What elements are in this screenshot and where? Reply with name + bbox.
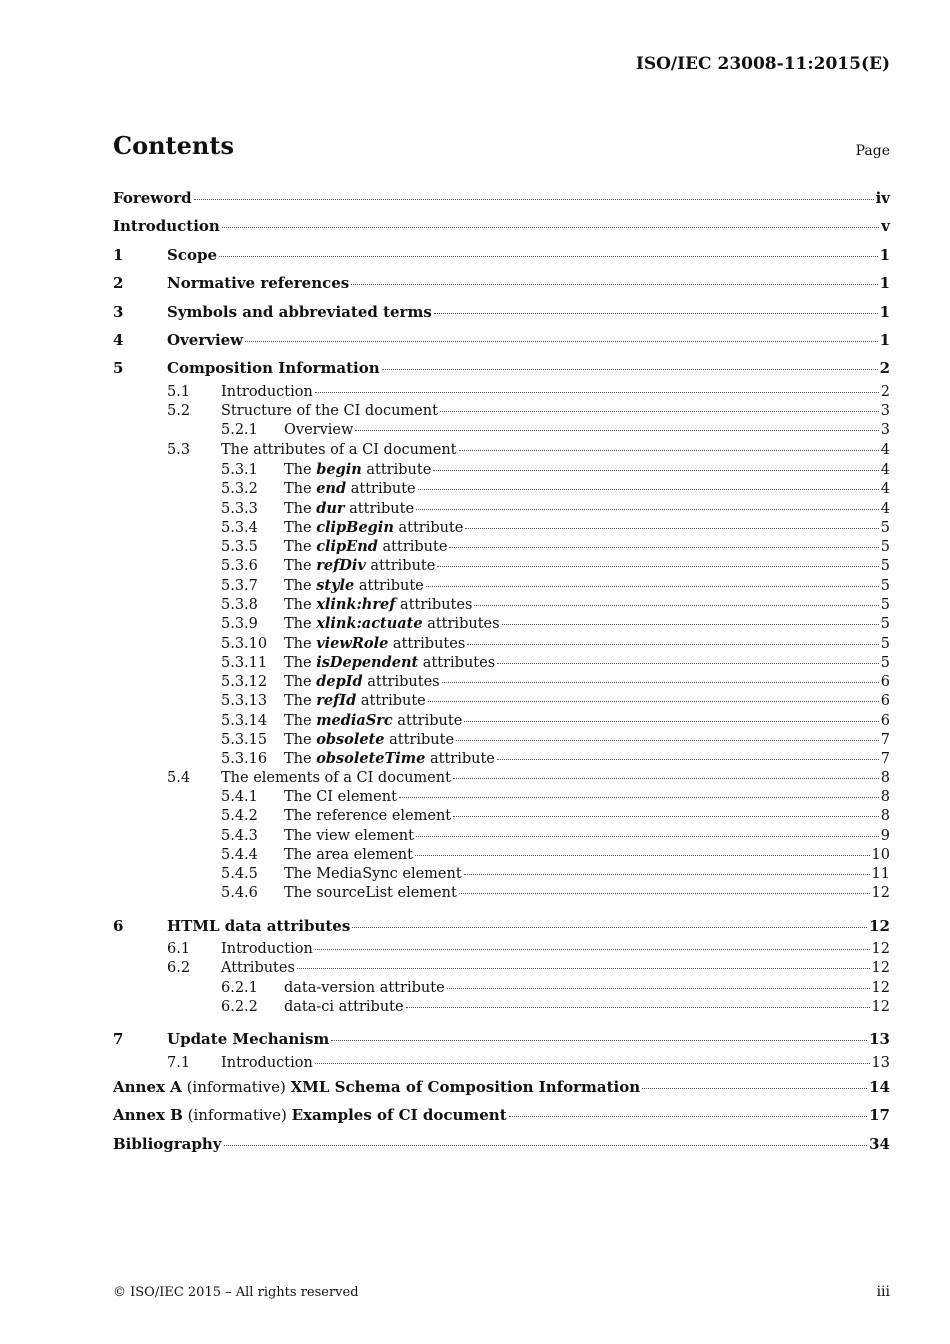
toc-entry-title: data-ci attribute bbox=[284, 999, 404, 1016]
toc-entry-number: 5.3.6 bbox=[221, 558, 258, 575]
toc-entry-attribute-name: style bbox=[316, 576, 355, 594]
toc-entry[interactable] bbox=[113, 998, 890, 1017]
toc-entry-title: Normative references bbox=[167, 274, 350, 293]
toc-entry-title: The elements of a CI document bbox=[221, 769, 451, 786]
toc-entry-page: 10 bbox=[871, 846, 890, 863]
toc-entry-page: 5 bbox=[880, 616, 890, 633]
toc-entry-number: 5.4.1 bbox=[221, 788, 258, 805]
toc-entry-title-suffix: attribute bbox=[393, 519, 464, 536]
toc-entry-title-suffix: attribute bbox=[346, 481, 416, 498]
toc-entry-page: 34 bbox=[869, 1134, 890, 1153]
toc-entry-title bbox=[284, 499, 414, 519]
toc-entry[interactable] bbox=[113, 537, 890, 556]
toc-entry-attribute-name: clipBegin bbox=[316, 518, 394, 536]
toc-entry-page: 12 bbox=[871, 979, 890, 996]
toc-entry-attribute-name: begin bbox=[316, 460, 362, 478]
toc-entry-title-prefix: The bbox=[284, 461, 317, 478]
toc-entry-number: 5.3.7 bbox=[221, 577, 258, 594]
dot-leader bbox=[433, 470, 878, 471]
dot-leader bbox=[415, 855, 870, 856]
toc-entry[interactable] bbox=[113, 979, 890, 998]
toc-entry-title: Foreword bbox=[113, 189, 192, 207]
toc-entry-title-prefix: The bbox=[284, 539, 317, 556]
toc-entry-title-prefix: The bbox=[284, 597, 317, 613]
toc-entry-title-prefix: The bbox=[284, 635, 317, 652]
toc-entry-page: 13 bbox=[871, 1054, 890, 1071]
toc-entry-title-suffix: attribute bbox=[361, 461, 432, 478]
toc-entry-title bbox=[284, 749, 495, 769]
toc-entry-page: 1 bbox=[879, 330, 890, 349]
toc-entry-page: iv bbox=[875, 189, 890, 207]
toc-entry[interactable] bbox=[113, 241, 890, 269]
toc-annex-title: XML Schema of Composition Information bbox=[290, 1078, 641, 1097]
toc-entry[interactable] bbox=[113, 595, 890, 614]
toc-entry-title-suffix: attribute bbox=[384, 732, 455, 749]
toc-entry-title-suffix: attribute bbox=[377, 539, 448, 556]
toc-entry-number: 5.4.3 bbox=[221, 827, 258, 844]
toc-entry[interactable] bbox=[113, 884, 890, 903]
toc-entry-page: 2 bbox=[879, 359, 890, 378]
dot-leader bbox=[219, 256, 878, 257]
toc-entry-number: 5.3.16 bbox=[221, 751, 268, 768]
toc-entry-number: 7.1 bbox=[167, 1054, 191, 1071]
toc-entry[interactable] bbox=[113, 769, 890, 788]
toc-entry-page: 3 bbox=[880, 403, 890, 420]
toc-entry-page: 8 bbox=[880, 788, 890, 805]
toc-entry-title: The area element bbox=[284, 846, 413, 863]
toc-annex-label: Annex B bbox=[113, 1106, 183, 1125]
toc-entry-title: The reference element bbox=[284, 808, 452, 825]
toc-entry[interactable] bbox=[113, 940, 890, 959]
toc-entry[interactable] bbox=[113, 846, 890, 865]
toc-entry[interactable] bbox=[113, 354, 890, 382]
toc-entry-title: Introduction bbox=[113, 217, 220, 236]
toc-entry-number: 5.1 bbox=[167, 383, 191, 400]
dot-leader bbox=[418, 489, 879, 490]
toc-entry-title bbox=[284, 634, 465, 654]
toc-entry-attribute-name: obsoleteTime bbox=[316, 750, 426, 768]
toc-entry-page: 13 bbox=[869, 1030, 890, 1049]
dot-leader bbox=[315, 1063, 870, 1064]
toc-entry-number: 6.2 bbox=[167, 960, 191, 977]
toc-entry-title-prefix: The bbox=[284, 751, 317, 768]
dot-leader bbox=[465, 528, 878, 529]
toc-entry-title-suffix: attribute bbox=[365, 558, 436, 575]
dot-leader bbox=[467, 644, 879, 645]
toc-entry[interactable] bbox=[113, 730, 890, 749]
toc-entry-title: HTML data attributes bbox=[167, 916, 351, 935]
toc-entry[interactable] bbox=[113, 326, 890, 354]
toc-entry[interactable] bbox=[113, 749, 890, 768]
footer-page-number: iii bbox=[876, 1284, 890, 1300]
toc-entry-title: Attributes bbox=[221, 960, 295, 977]
toc-entry-title-suffix: attribute bbox=[425, 751, 495, 768]
toc-entry[interactable] bbox=[113, 1130, 890, 1158]
toc-entry-title-prefix: The bbox=[284, 712, 317, 729]
toc-entry[interactable] bbox=[113, 421, 890, 440]
toc-entry-title bbox=[284, 614, 500, 634]
toc-entry-page: 4 bbox=[880, 500, 890, 517]
dot-leader bbox=[315, 949, 870, 950]
toc-entry-title-prefix: The bbox=[284, 577, 317, 594]
toc-entry-page: 14 bbox=[869, 1078, 890, 1097]
toc-entry-page: 7 bbox=[880, 751, 890, 768]
dot-leader bbox=[222, 227, 879, 228]
toc-entry-page: 11 bbox=[871, 866, 890, 883]
toc-entry-number: 5.3.2 bbox=[221, 481, 258, 498]
toc-entry[interactable] bbox=[113, 518, 890, 537]
dot-leader bbox=[642, 1088, 867, 1089]
toc-entry[interactable] bbox=[113, 460, 890, 479]
dot-leader bbox=[449, 547, 878, 548]
toc-entry-title-suffix: attributes bbox=[395, 597, 473, 613]
table-of-contents bbox=[113, 184, 890, 1158]
dot-leader bbox=[497, 759, 879, 760]
dot-leader bbox=[453, 816, 879, 817]
toc-entry-attribute-name: mediaSrc bbox=[316, 711, 393, 729]
toc-entry-title: Update Mechanism bbox=[167, 1030, 330, 1049]
toc-entry-page: 4 bbox=[880, 441, 890, 458]
toc-annex-title: Examples of CI document bbox=[291, 1106, 507, 1125]
dot-leader bbox=[194, 199, 874, 200]
dot-leader bbox=[352, 927, 867, 928]
toc-entry-title: The view element bbox=[284, 827, 414, 844]
dot-leader bbox=[406, 1007, 870, 1008]
toc-entry-number: 5.3.11 bbox=[221, 654, 268, 671]
dot-leader bbox=[416, 836, 879, 837]
toc-entry-page: 4 bbox=[880, 461, 890, 478]
dot-leader bbox=[434, 313, 878, 314]
dot-leader bbox=[297, 968, 870, 969]
toc-entry-number: 5.3 bbox=[167, 441, 191, 458]
toc-annex-type: (informative) bbox=[182, 1106, 292, 1125]
toc-entry[interactable] bbox=[113, 479, 890, 498]
dot-leader bbox=[245, 341, 877, 342]
toc-entry-title: Symbols and abbreviated terms bbox=[167, 302, 432, 321]
toc-entry-page: 12 bbox=[871, 999, 890, 1016]
toc-entry-number: 5.3.8 bbox=[221, 597, 258, 613]
toc-entry[interactable] bbox=[113, 402, 890, 421]
toc-entry-title: Structure of the CI document bbox=[221, 403, 438, 420]
dot-leader bbox=[382, 369, 878, 370]
dot-leader bbox=[474, 605, 878, 606]
dot-leader bbox=[355, 430, 878, 431]
toc-entry-page: 5 bbox=[880, 597, 890, 613]
toc-entry-page: 12 bbox=[871, 960, 890, 977]
toc-entry-page: 12 bbox=[871, 885, 890, 902]
toc-entry-title bbox=[284, 672, 440, 692]
toc-entry-attribute-name: isDependent bbox=[316, 653, 419, 671]
toc-entry-page: 4 bbox=[880, 481, 890, 498]
toc-entry-number: 5 bbox=[113, 359, 124, 378]
toc-entry-title bbox=[284, 711, 462, 731]
toc-annex-type: (informative) bbox=[181, 1078, 291, 1097]
toc-entry[interactable] bbox=[113, 691, 890, 710]
footer-copyright: © ISO/IEC 2015 – All rights reserved bbox=[113, 1285, 359, 1300]
toc-entry-title: Overview bbox=[167, 330, 244, 349]
dot-leader bbox=[224, 1145, 868, 1146]
toc-entry-page: 6 bbox=[880, 674, 890, 691]
toc-entry-attribute-name: refDiv bbox=[316, 557, 366, 575]
toc-entry-number: 7 bbox=[113, 1030, 124, 1049]
toc-entry-number: 6.2.2 bbox=[221, 999, 258, 1016]
toc-entry-number: 5.3.1 bbox=[221, 461, 258, 478]
toc-entry-page: 8 bbox=[880, 808, 890, 825]
toc-entry-title bbox=[113, 1073, 640, 1101]
toc-entry-attribute-name: obsolete bbox=[316, 731, 385, 749]
toc-entry-title bbox=[113, 1101, 507, 1129]
toc-annex-label: Annex A bbox=[113, 1078, 182, 1097]
toc-entry[interactable] bbox=[113, 807, 890, 826]
toc-entry-title: Introduction bbox=[221, 383, 313, 400]
toc-entry-page: 7 bbox=[880, 732, 890, 749]
toc-entry-page: 1 bbox=[879, 245, 890, 264]
dot-leader bbox=[315, 392, 879, 393]
toc-entry[interactable] bbox=[113, 298, 890, 326]
toc-entry-page: 5 bbox=[880, 539, 890, 556]
toc-entry-title bbox=[284, 556, 435, 576]
toc-entry-title: Introduction bbox=[221, 941, 313, 958]
toc-entry-attribute-name: dur bbox=[316, 499, 345, 517]
toc-entry-title-prefix: The bbox=[284, 519, 317, 536]
toc-entry-title: data-version attribute bbox=[284, 979, 445, 996]
toc-entry[interactable] bbox=[113, 865, 890, 884]
contents-title: Contents bbox=[113, 131, 234, 160]
toc-entry-title-prefix: The bbox=[284, 500, 317, 517]
toc-entry[interactable] bbox=[113, 653, 890, 672]
toc-entry[interactable] bbox=[113, 441, 890, 460]
toc-entry-number: 5.3.4 bbox=[221, 519, 258, 536]
toc-entry-page: 3 bbox=[880, 422, 890, 439]
toc-entry-title: Bibliography bbox=[113, 1134, 222, 1153]
toc-entry-title bbox=[284, 691, 426, 711]
toc-entry-attribute-name: clipEnd bbox=[316, 538, 378, 556]
toc-entry-attribute-name: refId bbox=[316, 692, 357, 710]
page-column-label: Page bbox=[855, 143, 890, 159]
toc-entry-title bbox=[284, 537, 447, 557]
toc-entry-number: 5.3.5 bbox=[221, 539, 258, 556]
dot-leader bbox=[351, 284, 877, 285]
toc-entry-attribute-name: xlink:href bbox=[316, 596, 396, 613]
toc-entry-page: 5 bbox=[880, 654, 890, 671]
toc-entry-title bbox=[284, 460, 431, 480]
dot-leader bbox=[416, 509, 879, 510]
toc-entry-title-prefix: The bbox=[284, 616, 317, 633]
toc-entry-page: v bbox=[881, 217, 890, 236]
toc-entry-title-suffix: attribute bbox=[392, 712, 463, 729]
toc-entry-attribute-name: depId bbox=[316, 673, 363, 691]
toc-entry-number: 1 bbox=[113, 245, 124, 264]
toc-entry[interactable] bbox=[113, 912, 890, 940]
toc-entry-number: 5.3.13 bbox=[221, 693, 268, 710]
toc-entry-title bbox=[284, 479, 416, 499]
toc-entry-title: The sourceList element bbox=[284, 885, 457, 902]
toc-entry-title bbox=[284, 518, 463, 538]
toc-entry[interactable] bbox=[113, 1101, 890, 1129]
toc-entry-title-prefix: The bbox=[284, 481, 317, 498]
dot-leader bbox=[509, 1116, 867, 1117]
toc-entry[interactable] bbox=[113, 827, 890, 846]
toc-entry-title: The MediaSync element bbox=[284, 866, 462, 883]
toc-entry-page: 12 bbox=[869, 916, 890, 935]
toc-entry[interactable] bbox=[113, 383, 890, 402]
toc-entry-page: 5 bbox=[880, 558, 890, 575]
toc-entry-title-prefix: The bbox=[284, 558, 317, 575]
toc-entry[interactable] bbox=[113, 959, 890, 978]
toc-entry-title bbox=[284, 653, 495, 673]
toc-entry-number: 5.3.9 bbox=[221, 616, 258, 633]
toc-entry-number: 5.4.6 bbox=[221, 885, 258, 902]
toc-entry-attribute-name: viewRole bbox=[316, 634, 389, 652]
toc-entry[interactable] bbox=[113, 1025, 890, 1053]
dot-leader bbox=[464, 721, 878, 722]
toc-entry-page: 17 bbox=[869, 1106, 890, 1125]
toc-entry-title: Overview bbox=[284, 422, 354, 439]
dot-leader bbox=[331, 1040, 867, 1041]
toc-entry-number: 2 bbox=[113, 274, 124, 293]
toc-entry-title-suffix: attribute bbox=[354, 577, 424, 594]
toc-entry-page: 9 bbox=[880, 827, 890, 844]
toc-entry[interactable] bbox=[113, 1054, 890, 1073]
dot-leader bbox=[459, 450, 879, 451]
toc-entry[interactable] bbox=[113, 212, 890, 240]
dot-leader bbox=[437, 566, 878, 567]
toc-entry-title-prefix: The bbox=[284, 674, 317, 691]
toc-entry[interactable] bbox=[113, 269, 890, 297]
toc-entry-number: 5.4.2 bbox=[221, 808, 258, 825]
toc-entry[interactable] bbox=[113, 499, 890, 518]
toc-entry-page: 1 bbox=[879, 302, 890, 321]
toc-entry-number: 5.3.14 bbox=[221, 712, 268, 729]
toc-entry-number: 5.3.12 bbox=[221, 674, 268, 691]
toc-entry-number: 4 bbox=[113, 330, 124, 349]
toc-entry-title-suffix: attributes bbox=[362, 674, 440, 691]
toc-entry[interactable] bbox=[113, 556, 890, 575]
toc-entry[interactable] bbox=[113, 788, 890, 807]
dot-leader bbox=[399, 797, 879, 798]
toc-entry-title-suffix: attribute bbox=[356, 693, 426, 710]
toc-entry-page: 1 bbox=[879, 274, 890, 293]
dot-leader bbox=[453, 778, 879, 779]
toc-entry-number: 6.1 bbox=[167, 941, 191, 958]
toc-entry-title bbox=[284, 730, 454, 750]
toc-entry-title-suffix: attributes bbox=[418, 654, 496, 671]
toc-entry[interactable] bbox=[113, 184, 890, 212]
toc-entry-number: 5.4.5 bbox=[221, 866, 258, 883]
toc-entry-title: The attributes of a CI document bbox=[221, 441, 457, 458]
dot-leader bbox=[428, 701, 879, 702]
toc-entry[interactable] bbox=[113, 576, 890, 595]
toc-entry-number: 5.3.10 bbox=[221, 635, 268, 652]
toc-entry-page: 6 bbox=[880, 693, 890, 710]
toc-entry-title-suffix: attribute bbox=[344, 500, 415, 517]
toc-entry-title: The CI element bbox=[284, 788, 397, 805]
toc-entry-number: 5.4.4 bbox=[221, 846, 258, 863]
toc-entry-page: 5 bbox=[880, 635, 890, 652]
dot-leader bbox=[459, 893, 870, 894]
toc-entry-page: 6 bbox=[880, 712, 890, 729]
toc-entry-title-prefix: The bbox=[284, 693, 317, 710]
toc-entry-title-suffix: attributes bbox=[422, 616, 500, 633]
dot-leader bbox=[442, 682, 879, 683]
dot-leader bbox=[456, 740, 879, 741]
toc-entry-title: Composition Information bbox=[167, 359, 380, 378]
toc-entry-number: 3 bbox=[113, 302, 124, 321]
toc-entry-attribute-name: xlink:actuate bbox=[316, 615, 423, 633]
toc-entry-title bbox=[284, 576, 424, 596]
toc-entry-page: 2 bbox=[880, 383, 890, 400]
dot-leader bbox=[464, 874, 870, 875]
toc-entry-title bbox=[284, 595, 472, 615]
toc-entry-number: 5.3.3 bbox=[221, 500, 258, 517]
toc-entry[interactable] bbox=[113, 1073, 890, 1101]
toc-entry-title-prefix: The bbox=[284, 654, 317, 671]
toc-entry-number: 5.2 bbox=[167, 403, 191, 420]
dot-leader bbox=[440, 411, 879, 412]
toc-entry-title: Introduction bbox=[221, 1054, 313, 1071]
toc-entry-attribute-name: end bbox=[316, 480, 347, 498]
document-id: ISO/IEC 23008-11:2015(E) bbox=[635, 54, 890, 74]
dot-leader bbox=[497, 663, 879, 664]
toc-entry-title-prefix: The bbox=[284, 732, 317, 749]
toc-entry-page: 5 bbox=[880, 577, 890, 594]
toc-entry-title-suffix: attributes bbox=[388, 635, 466, 652]
toc-entry-number: 6 bbox=[113, 916, 124, 935]
toc-entry-number: 5.4 bbox=[167, 769, 191, 786]
toc-entry-page: 8 bbox=[880, 769, 890, 786]
toc-entry-title: Scope bbox=[167, 245, 218, 264]
dot-leader bbox=[447, 988, 870, 989]
toc-entry-number: 6.2.1 bbox=[221, 979, 258, 996]
toc-entry-number: 5.2.1 bbox=[221, 422, 258, 439]
dot-leader bbox=[426, 586, 879, 587]
toc-entry[interactable] bbox=[113, 672, 890, 691]
toc-entry-page: 5 bbox=[880, 519, 890, 536]
toc-entry-page: 12 bbox=[871, 941, 890, 958]
toc-entry[interactable] bbox=[113, 711, 890, 730]
toc-entry[interactable] bbox=[113, 634, 890, 653]
toc-entry[interactable] bbox=[113, 614, 890, 633]
dot-leader bbox=[502, 624, 879, 625]
toc-entry-number: 5.3.15 bbox=[221, 732, 268, 749]
